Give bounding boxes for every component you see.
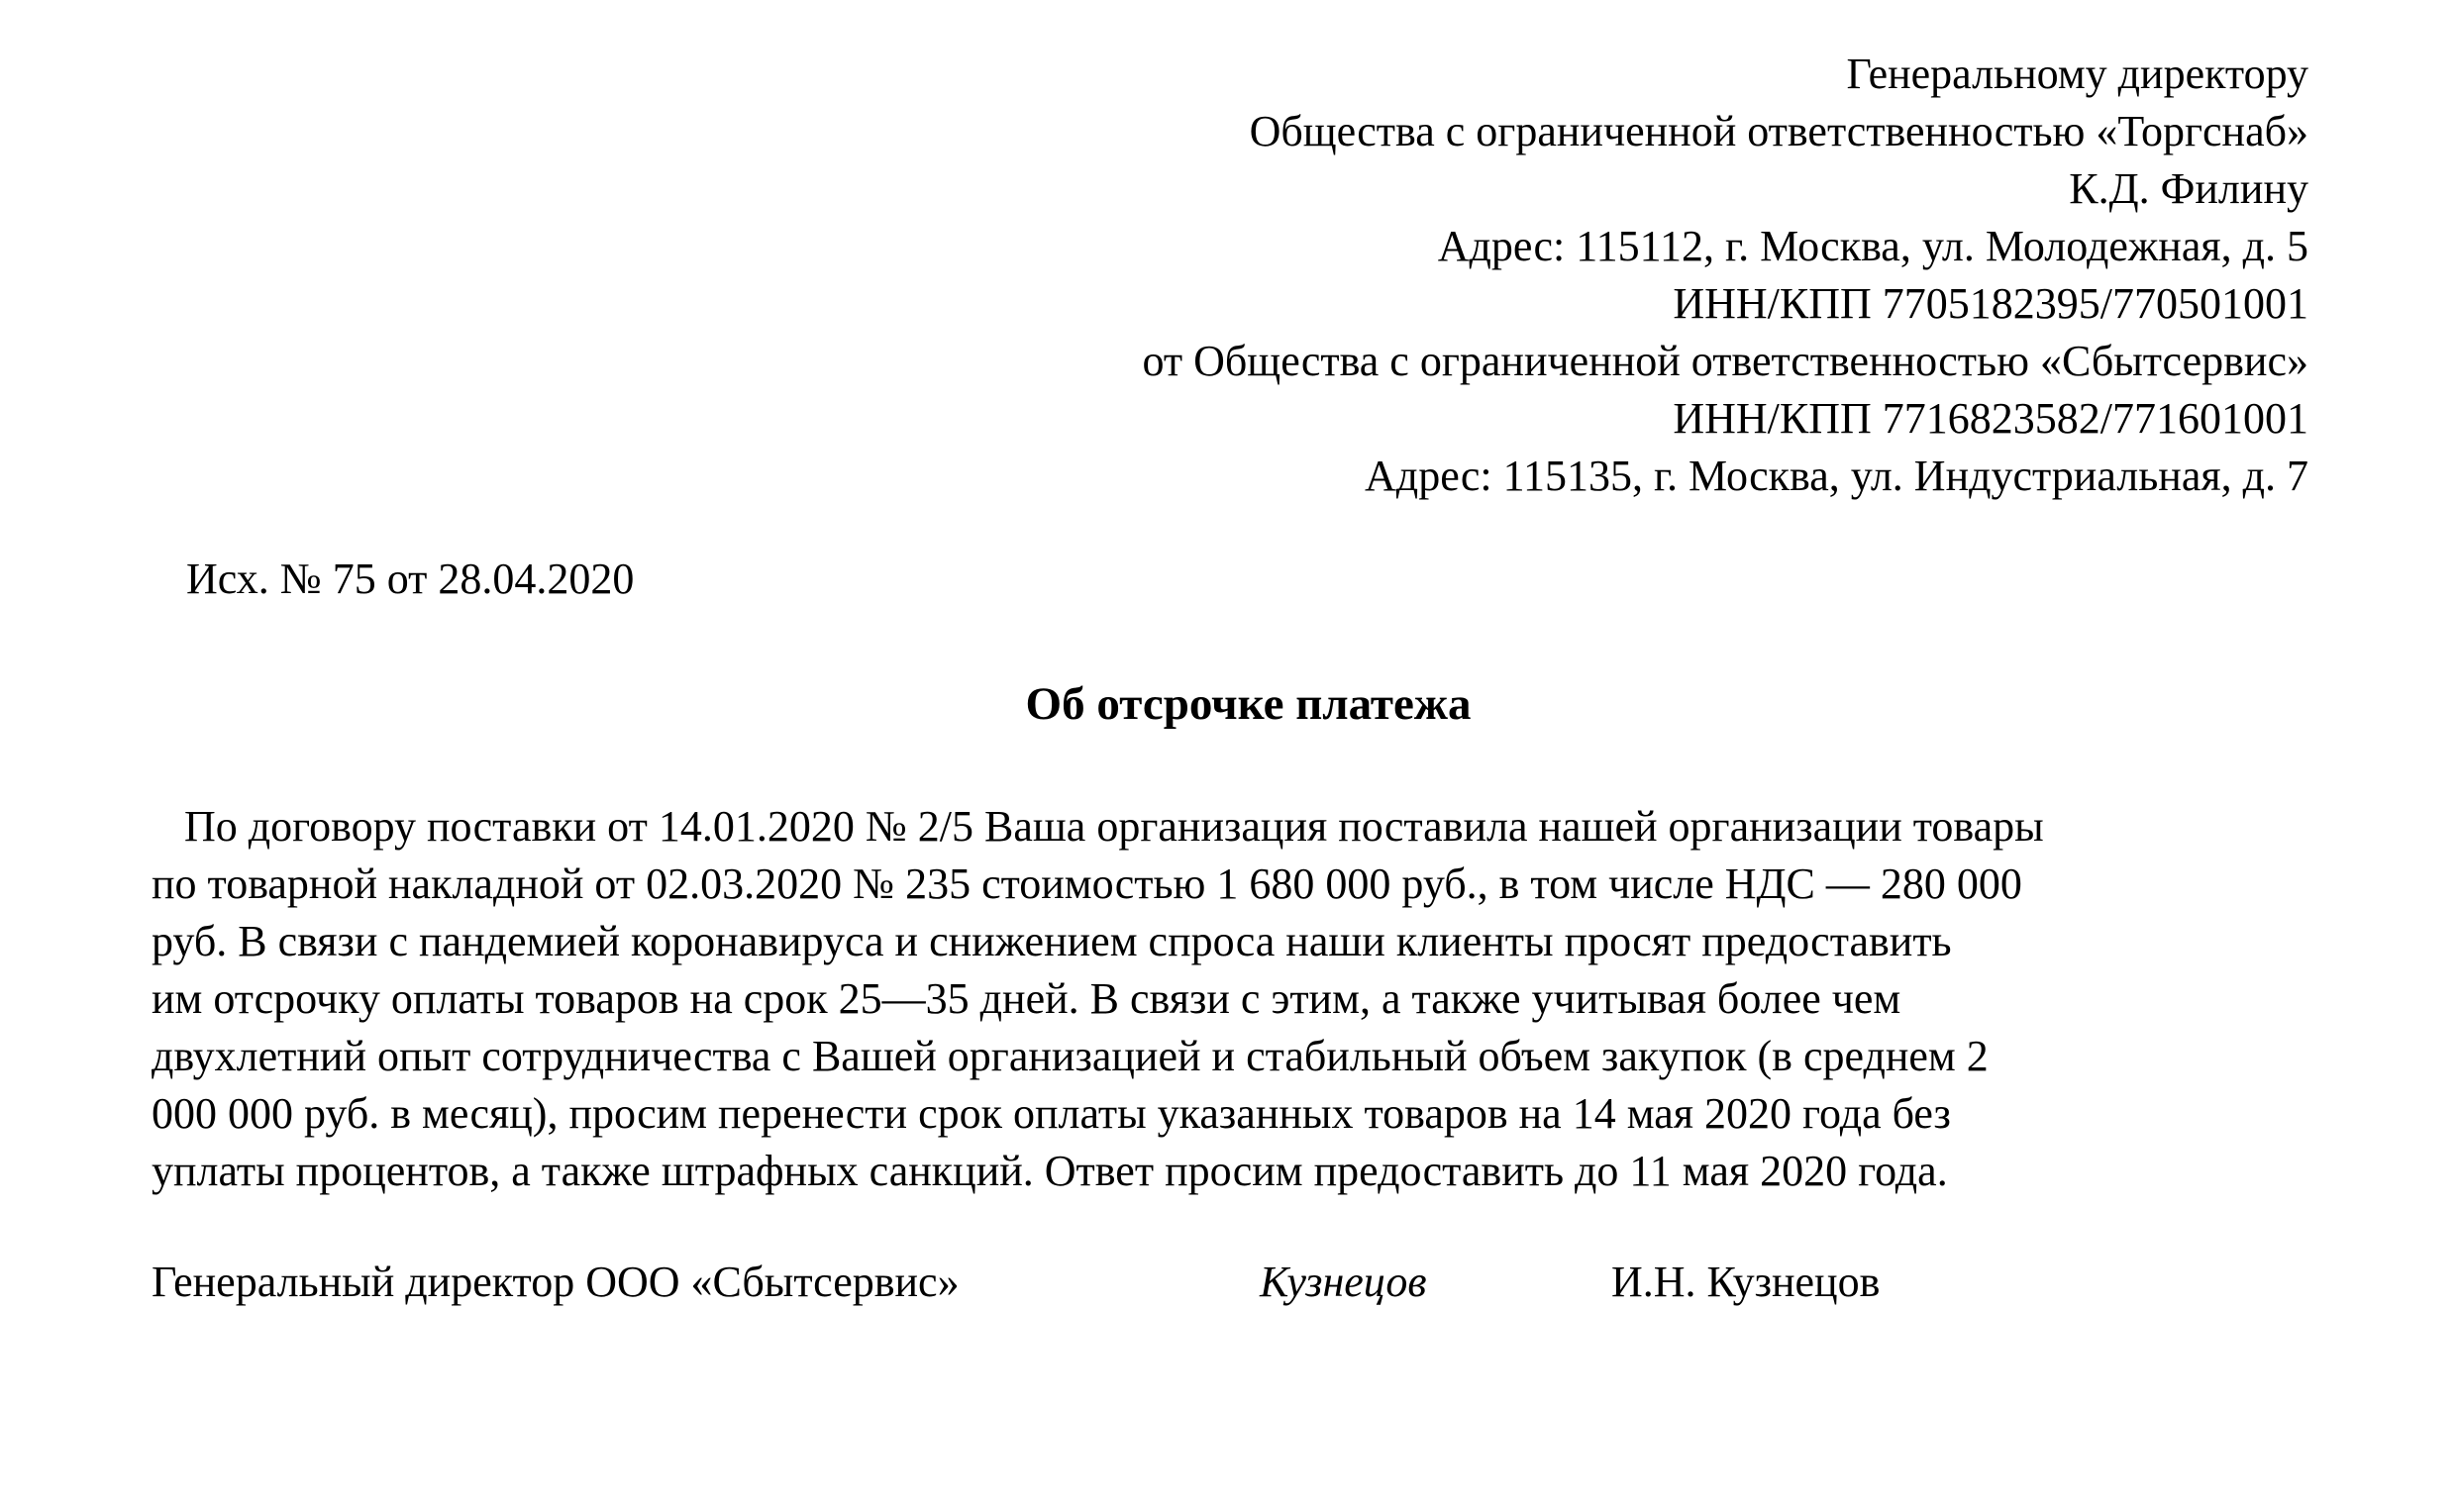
- sender-company: от Общества с ограниченной ответственностью «Сбытсервис»: [1142, 337, 2308, 385]
- body-line: руб. В связи с пандемией коронавируса и снижением спроса наши клиенты просят предоставить: [152, 917, 1952, 965]
- document-title: Об отсрочке платежа: [1025, 678, 1472, 730]
- body-line: уплаты процентов, а также штрафных санкций. Ответ просим предоставить до 11 мая 2020 года.: [152, 1147, 1948, 1195]
- body-line: им отсрочку оплаты товаров на срок 25—35 дней. В связи с этим, а также учитывая более чем: [152, 974, 1901, 1023]
- signatory-name: И.Н. Кузнецов: [1611, 1258, 1881, 1306]
- signature-block: [0, 1254, 2457, 1313]
- outgoing-reference: Исх. № 75 от 28.04.2020: [186, 554, 635, 603]
- letter-body: [152, 798, 2330, 1200]
- body-line: 000 000 руб. в месяц), просим перенести срок оплаты указанных товаров на 14 мая 2020 года без: [152, 1089, 1951, 1138]
- addressee-recipient-name: К.Д. Филину: [2069, 164, 2308, 213]
- body-line: по товарной накладной от 02.03.2020 № 235 стоимостью 1 680 000 руб., в том числе НДС — 280 000: [152, 859, 2022, 908]
- handwritten-signature: Кузнецов: [1260, 1258, 1427, 1306]
- addressee-block: [1143, 46, 2309, 505]
- sender-address: Адрес: 115135, г. Москва, ул. Индустриальная, д. 7: [1365, 452, 2308, 500]
- sender-inn-kpp: ИНН/КПП 7716823582/771601001: [1673, 394, 2308, 443]
- addressee-recipient-company: Общества с ограниченной ответственностью «Торгснаб»: [1249, 107, 2308, 155]
- addressee-recipient-title: Генеральному директору: [1846, 50, 2308, 98]
- body-line: двухлетний опыт сотрудничества с Вашей организацией и стабильный объем закупок (в среднем 2: [152, 1032, 1989, 1080]
- addressee-recipient-inn-kpp: ИНН/КПП 7705182395/770501001: [1673, 279, 2308, 328]
- signatory-position: Генеральный директор ООО «Сбытсервис»: [152, 1258, 960, 1306]
- addressee-recipient-address: Адрес: 115112, г. Москва, ул. Молодежная, д. 5: [1437, 222, 2308, 270]
- body-line: По договору поставки от 14.01.2020 № 2/5 Ваша организация поставила нашей организации товары: [184, 802, 2044, 851]
